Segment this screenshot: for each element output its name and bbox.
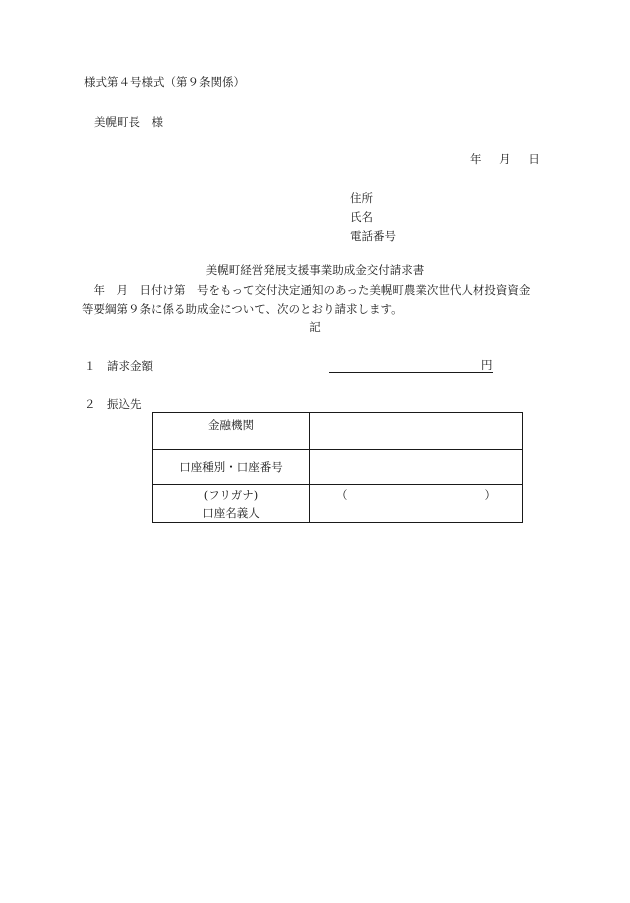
item-transfer-label: ２ 振込先	[84, 397, 142, 411]
applicant-name-label: 氏名	[350, 210, 373, 224]
date-day: 日	[528, 152, 540, 166]
addressee: 美幌町長 様	[94, 115, 163, 129]
furigana-label: (フリガナ)	[203, 487, 259, 502]
item-request-amount-label: １ 請求金額	[84, 359, 153, 373]
ki-heading: 記	[309, 320, 321, 334]
paren-close: ）	[484, 487, 496, 502]
account-number-field[interactable]	[310, 450, 523, 485]
holder-field[interactable]	[310, 485, 523, 523]
institution-label: 金融機関	[153, 413, 310, 450]
date-year: 年	[470, 152, 482, 166]
body-text-line1: 年 月 日付け第 号をもって交付決定通知のあった美幌町農業次世代人材投資資金	[82, 283, 531, 297]
furigana-parentheses	[310, 487, 522, 503]
holder-label-cell	[153, 485, 310, 523]
yen-unit: 円	[481, 358, 493, 372]
amount-input-line[interactable]	[329, 372, 493, 373]
table-row	[153, 485, 523, 523]
document-title: 美幌町経営発展支援事業助成金交付請求書	[205, 263, 425, 277]
form-number: 様式第４号様式（第９条関係）	[84, 75, 245, 89]
date-month: 月	[499, 152, 511, 166]
institution-field[interactable]	[310, 413, 523, 450]
holder-label: 口座名義人	[202, 505, 260, 520]
applicant-phone-label: 電話番号	[350, 229, 396, 243]
paren-open: （	[336, 487, 348, 502]
body-text-line2: 等要綱第９条に係る助成金について、次のとおり請求します。	[82, 302, 403, 316]
applicant-block	[350, 189, 396, 246]
table-row	[153, 413, 523, 450]
date-line	[470, 152, 540, 167]
applicant-address-label: 住所	[350, 191, 373, 205]
bank-account-table	[152, 412, 523, 523]
account-number-label: 口座種別・口座番号	[153, 450, 310, 485]
table-row	[153, 450, 523, 485]
